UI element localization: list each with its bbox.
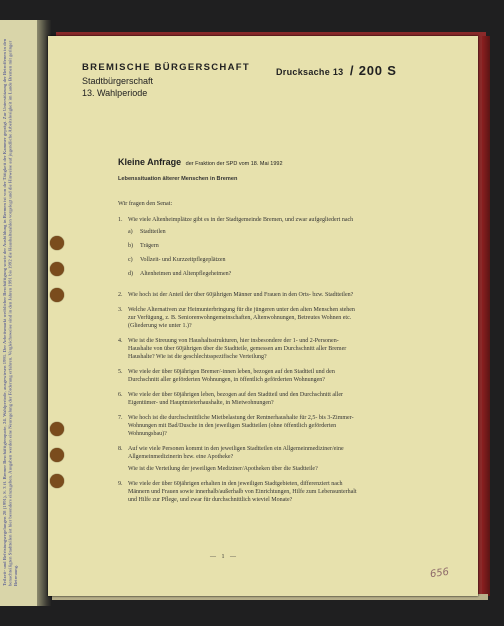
adjacent-page-edge (0, 20, 42, 606)
punch-hole (50, 474, 64, 488)
sub-item (128, 228, 360, 236)
question-body (128, 306, 360, 330)
question-text: Auf wie viele Personen kommt in den jeweiligen Stadtteilen ein Allgemeinmediziner/eine Allgemeinmedizinerin bzw. eine Apotheke? (128, 446, 344, 460)
question-followup: Wie ist die Verteilung der jeweiligen Mediziner/Apotheken über die Stadtteile? (128, 466, 318, 472)
document-title (118, 152, 283, 170)
question-list (118, 216, 360, 511)
page-number: — 1 — (210, 554, 238, 560)
punch-hole (50, 288, 64, 302)
punch-hole (50, 236, 64, 250)
question-text: Wie hoch ist die durchschnittliche Mietbelastung der Rentnerhaushalte für 2,5- bis 3-Zimmer-Wohnungen mit Bad/Dusche in den jeweiligen Stadtteilen (ohne öffentlich geförderten Wohnungsbau)? (128, 415, 354, 437)
question-item (118, 216, 360, 284)
sub-item (128, 242, 360, 250)
question-item (118, 368, 360, 384)
question-item (118, 337, 360, 361)
sub-item-text: Trägern (140, 243, 159, 249)
document-number (276, 62, 397, 80)
sub-item-label: d) (128, 271, 133, 277)
adjacent-page-text: Teilzeit- und Befristungsregelungen 28 (1991), S. 3 ff. Bremer Beschäftigtenquote, 24. Wahlperiode, ausgewiesen 1991. Der Arbeitsmarkt weiblicher Beschäftigung sowie der Ausbildung in Bremen ist von der Tätigkeit der Kammer geprägt. Zur Unterstützung der Betroffenen in den benachteiligten Stadtteilen ist hier besonders einzugehen. Ausgaben werden eine Neuregelung der Förderung erfahren. Vergleichsweise sind in den Jahren 1991 bis 1992 die Haushaltszahlen vorgelegt und die Hinweise auf jugendliche Arbeitslosigkeit im Lande Bremen mit geringer Betreuung. (2, 38, 18, 586)
sub-item-label: c) (128, 257, 133, 263)
question-item (118, 480, 360, 504)
organization-name: BREMISCHE BÜRGERSCHAFT (82, 62, 250, 73)
question-item (118, 414, 360, 438)
sub-item (128, 270, 360, 278)
question-number: 6. (118, 392, 123, 398)
question-body (128, 414, 360, 438)
document-id: / 200 S (349, 63, 397, 78)
question-text: Wie hoch ist der Anteil der über 60jährigen Männer und Frauen in den Orts- bzw. Stadtteilen? (128, 292, 354, 298)
question-text: Wie viele der über 60jährigen leben, bezogen auf den Stadtteil und den Durchschnitt aller Eigentümer- und Hauptmieterhaushalte, in Mietwohnungen? (128, 392, 344, 406)
question-number: 3. (118, 307, 123, 313)
question-number: 7. (118, 415, 123, 421)
question-body (128, 216, 360, 284)
question-text: Wie viele der über 60jährigen erhalten in den jeweiligen Stadtgebieten, differenziert nach Männern und Frauen sowie innerhalb/außerhalb von Einrichtungen, Hilfe zum Lebensunterhalt und Hilfe zur Pflege, und zwar für durchschnittlich wieviel Monate? (128, 481, 357, 503)
question-text: Wie ist die Streuung von Haushaltsstrukturen, hier insbesondere der 1- und 2-Personen-Haushalte von über 60jährigen über die Stadtteile, gemessen am Durchschnitt aller Bremer Haushalte? Wie ist die geschlechtsspezifische Verteilung? (128, 338, 347, 360)
question-number: 5. (118, 369, 123, 375)
sub-item-label: b) (128, 243, 133, 249)
question-number: 1. (118, 217, 123, 223)
cover-edge (482, 36, 490, 596)
sub-item-text: Altenheimen und Altenpflegeheimen? (140, 271, 232, 277)
punch-hole (50, 422, 64, 436)
handwritten-page-number: 656 (429, 566, 450, 581)
parliament-name: Stadtbürgerschaft (82, 76, 154, 86)
question-body (128, 337, 360, 361)
question-item (118, 306, 360, 330)
subject-line: Lebenssituation älterer Menschen in Bremen (118, 176, 238, 182)
title-main: Kleine Anfrage (118, 157, 182, 167)
legislative-period: 13. Wahlperiode (82, 88, 148, 98)
question-item (118, 445, 360, 473)
document-label: Drucksache 13 (276, 67, 344, 77)
question-body (128, 291, 360, 299)
punch-hole (50, 448, 64, 462)
sub-item-label: a) (128, 229, 133, 235)
sub-item (128, 256, 360, 264)
letterhead (82, 62, 250, 98)
question-item (118, 391, 360, 407)
question-text: Wie viele der über 60jährigen Bremer/-innen leben, bezogen auf den Stadtteil und den Durchschnitt aller geförderten Wohnungen, in öffentlich geförderten Wohnungen? (128, 369, 335, 383)
question-body (128, 368, 360, 384)
question-body (128, 445, 360, 473)
question-number: 2. (118, 292, 123, 298)
question-text: Wie viele Altenheimplätze gibt es in der Stadtgemeinde Bremen, und zwar aufgegliedert nach (128, 217, 354, 223)
question-number: 9. (118, 481, 123, 487)
question-text: Welche Alternativen zur Heimunterbringung für die jüngeren unter den alten Menschen stehen zur Verfügung, z. B. Seniorenwohngemeinschaften, Altenwohnungen, Betreutes Wohnen etc. (Gliederung wie unter 1.)? (128, 307, 355, 329)
sub-item-text: Vollzeit- und Kurzzeitpflegeplätzen (140, 257, 226, 263)
question-body (128, 391, 360, 407)
question-number: 4. (118, 338, 123, 344)
question-body (128, 480, 360, 504)
punch-hole (50, 262, 64, 276)
title-sub: der Fraktion der SPD vom 18. Mai 1992 (185, 161, 283, 167)
question-number: 8. (118, 446, 123, 452)
sub-item-list (128, 228, 360, 278)
intro-line: Wir fragen den Senat: (118, 200, 173, 207)
question-item (118, 291, 360, 299)
sub-item-text: Stadtteilen (140, 229, 166, 235)
